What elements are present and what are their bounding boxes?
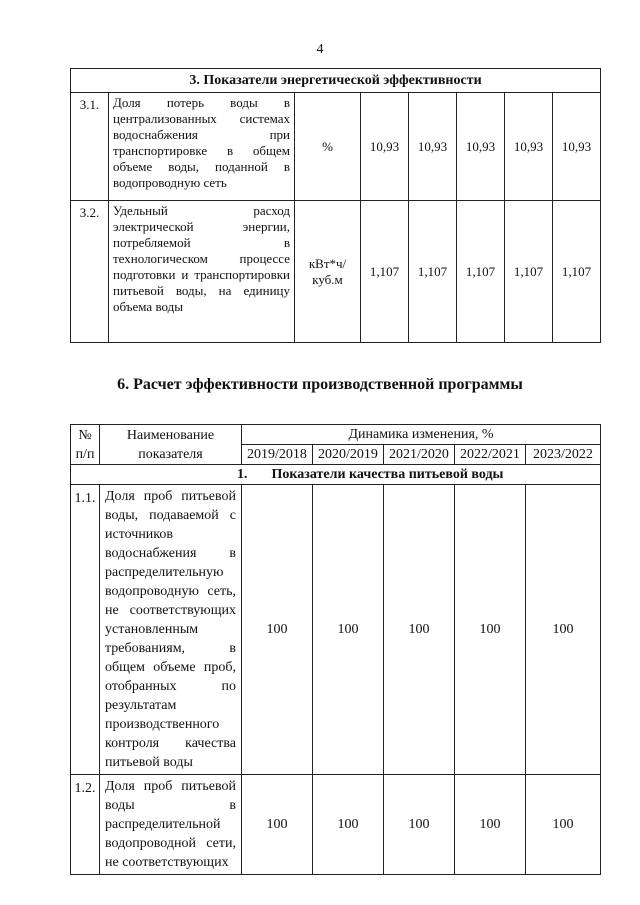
row-number: 1.2. xyxy=(71,775,100,875)
table-row xyxy=(71,201,601,343)
value-cell: 1,107 xyxy=(409,201,457,343)
value-cell: 1,107 xyxy=(457,201,505,343)
value-cell: 100 xyxy=(526,485,601,775)
production-program-efficiency-table xyxy=(70,424,601,875)
unit-cell: кВт*ч/ куб.м xyxy=(295,201,361,343)
section-title: Показатели качества питьевой воды xyxy=(271,467,504,482)
year-header: 2021/2020 xyxy=(384,445,455,465)
value-cell: 100 xyxy=(242,485,313,775)
row-number: 3.1. xyxy=(71,93,109,201)
value-cell: 100 xyxy=(384,485,455,775)
section-3-header: 3. Показатели энергетической эффективности xyxy=(71,69,601,93)
section-row xyxy=(71,465,601,485)
value-cell: 1,107 xyxy=(361,201,409,343)
table-row xyxy=(71,775,601,875)
table-row xyxy=(71,485,601,775)
energy-efficiency-table xyxy=(70,68,601,343)
table-row xyxy=(71,93,601,201)
column-header-number: № п/п xyxy=(71,425,100,465)
value-cell: 100 xyxy=(526,775,601,875)
value-cell: 100 xyxy=(455,485,526,775)
year-header: 2019/2018 xyxy=(242,445,313,465)
row-number: 3.2. xyxy=(71,201,109,343)
value-cell: 100 xyxy=(313,485,384,775)
indicator-name: Доля потерь воды в централизованных системах водоснабжения при транспортировке в общем объеме воды, поданной в водопроводную сеть xyxy=(109,93,295,201)
value-cell: 10,93 xyxy=(553,93,601,201)
value-cell: 100 xyxy=(455,775,526,875)
value-cell: 10,93 xyxy=(409,93,457,201)
value-cell: 10,93 xyxy=(505,93,553,201)
indicator-name: Доля проб питьевой воды, подаваемой с источников водоснабжения в распределительную водопроводную сеть, не соответствующих установленным требованиям, в общем объеме проб, отобранных по результатам производственного контроля качества питьевой воды xyxy=(100,485,242,775)
value-cell: 1,107 xyxy=(505,201,553,343)
section-6-title: 6. Расчет эффективности производственной программы xyxy=(117,376,523,393)
section-1-header xyxy=(71,465,601,485)
year-header: 2022/2021 xyxy=(455,445,526,465)
column-header-dynamic: Динамика изменения, % xyxy=(242,425,601,445)
section-number: 1. xyxy=(237,467,248,482)
value-cell: 10,93 xyxy=(457,93,505,201)
year-header: 2023/2022 xyxy=(526,445,601,465)
value-cell: 1,107 xyxy=(553,201,601,343)
column-header-name: Наименование показателя xyxy=(100,425,242,465)
row-number: 1.1. xyxy=(71,485,100,775)
indicator-name: Доля проб питьевой воды в распределительной водопроводной сети, не соответствующих xyxy=(100,775,242,875)
value-cell: 100 xyxy=(313,775,384,875)
value-cell: 10,93 xyxy=(361,93,409,201)
unit-cell: % xyxy=(295,93,361,201)
value-cell: 100 xyxy=(242,775,313,875)
year-header: 2020/2019 xyxy=(313,445,384,465)
indicator-name: Удельный расход электрической энергии, потребляемой в технологическом процессе подготовки и транспортировки питьевой воды, на единицу объема воды xyxy=(109,201,295,343)
page-number: 4 xyxy=(316,42,324,57)
value-cell: 100 xyxy=(384,775,455,875)
